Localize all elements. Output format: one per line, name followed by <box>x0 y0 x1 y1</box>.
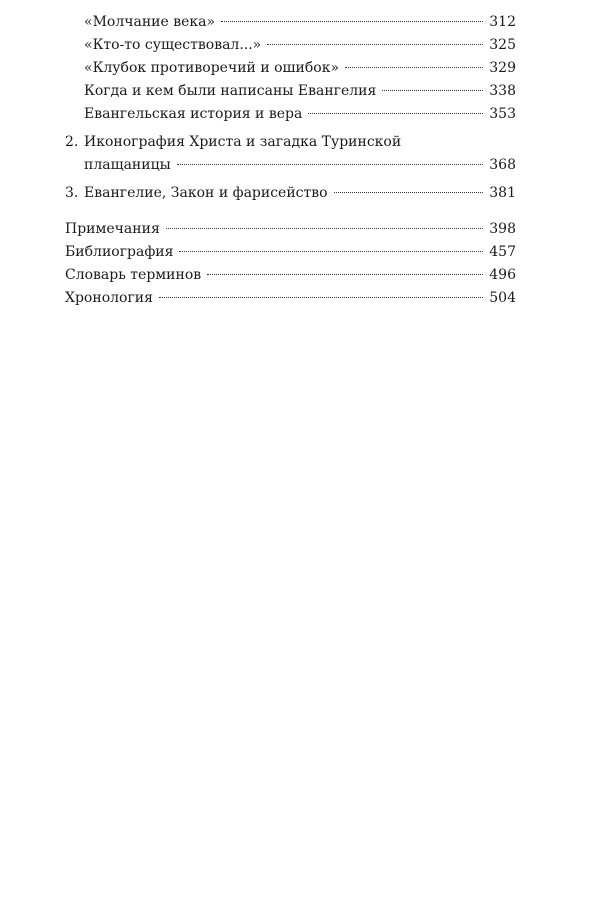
dot-leader <box>382 90 483 91</box>
toc-entry-title: «Молчание века» <box>84 14 216 30</box>
back-matter-page: 496 <box>489 267 516 283</box>
toc-entry-title: «Клубок противоречий и ошибок» <box>84 60 340 76</box>
toc-entry <box>84 80 516 103</box>
dot-leader <box>207 274 483 275</box>
chapter-entry <box>65 182 516 205</box>
dot-leader <box>308 113 483 114</box>
back-matter-entry <box>65 287 516 310</box>
dot-leader <box>334 192 484 193</box>
chapter-title-line2: плащаницы <box>84 157 171 173</box>
back-matter-title: Хронология <box>65 290 153 306</box>
dot-leader <box>221 21 483 22</box>
chapter-entry <box>84 154 516 177</box>
dot-leader <box>179 251 483 252</box>
toc-entry <box>84 103 516 126</box>
chapter-page: 368 <box>489 157 516 173</box>
chapter-title-text: Евангелие, Закон и фарисейство <box>84 185 328 201</box>
back-matter-page: 457 <box>489 244 516 260</box>
dot-leader <box>267 44 483 45</box>
toc-entry-page: 338 <box>489 83 516 99</box>
dot-leader <box>177 164 484 165</box>
toc-entry <box>84 34 516 57</box>
back-matter-title: Библиография <box>65 244 174 260</box>
toc-entry-page: 329 <box>489 60 516 76</box>
dot-leader <box>166 228 483 229</box>
toc-entry-page: 312 <box>489 14 516 30</box>
back-matter-page: 398 <box>489 221 516 237</box>
back-matter-entry <box>65 241 516 264</box>
toc-entry <box>84 57 516 80</box>
chapter-number: 3. <box>65 185 79 201</box>
back-matter-entry <box>65 264 516 287</box>
dot-leader <box>345 67 483 68</box>
toc-entry-title: Когда и кем были написаны Евангелия <box>84 83 377 99</box>
toc-entry <box>84 11 516 34</box>
back-matter-title: Примечания <box>65 221 160 237</box>
dot-leader <box>159 297 483 298</box>
chapter-number: 2. <box>65 134 79 150</box>
back-matter-entry <box>65 218 516 241</box>
back-matter-title: Словарь терминов <box>65 267 202 283</box>
toc-entry-title: Евангельская история и вера <box>84 106 303 122</box>
chapter-entry-first-line <box>65 131 401 154</box>
back-matter-page: 504 <box>489 290 516 306</box>
chapter-page: 381 <box>489 185 516 201</box>
chapter-title <box>65 182 328 205</box>
toc-entry-page: 325 <box>489 37 516 53</box>
toc-entry-title: «Кто-то существовал...» <box>84 37 262 53</box>
chapter-title-line1: Иконография Христа и загадка Туринской <box>84 134 402 150</box>
toc-entry-page: 353 <box>489 106 516 122</box>
